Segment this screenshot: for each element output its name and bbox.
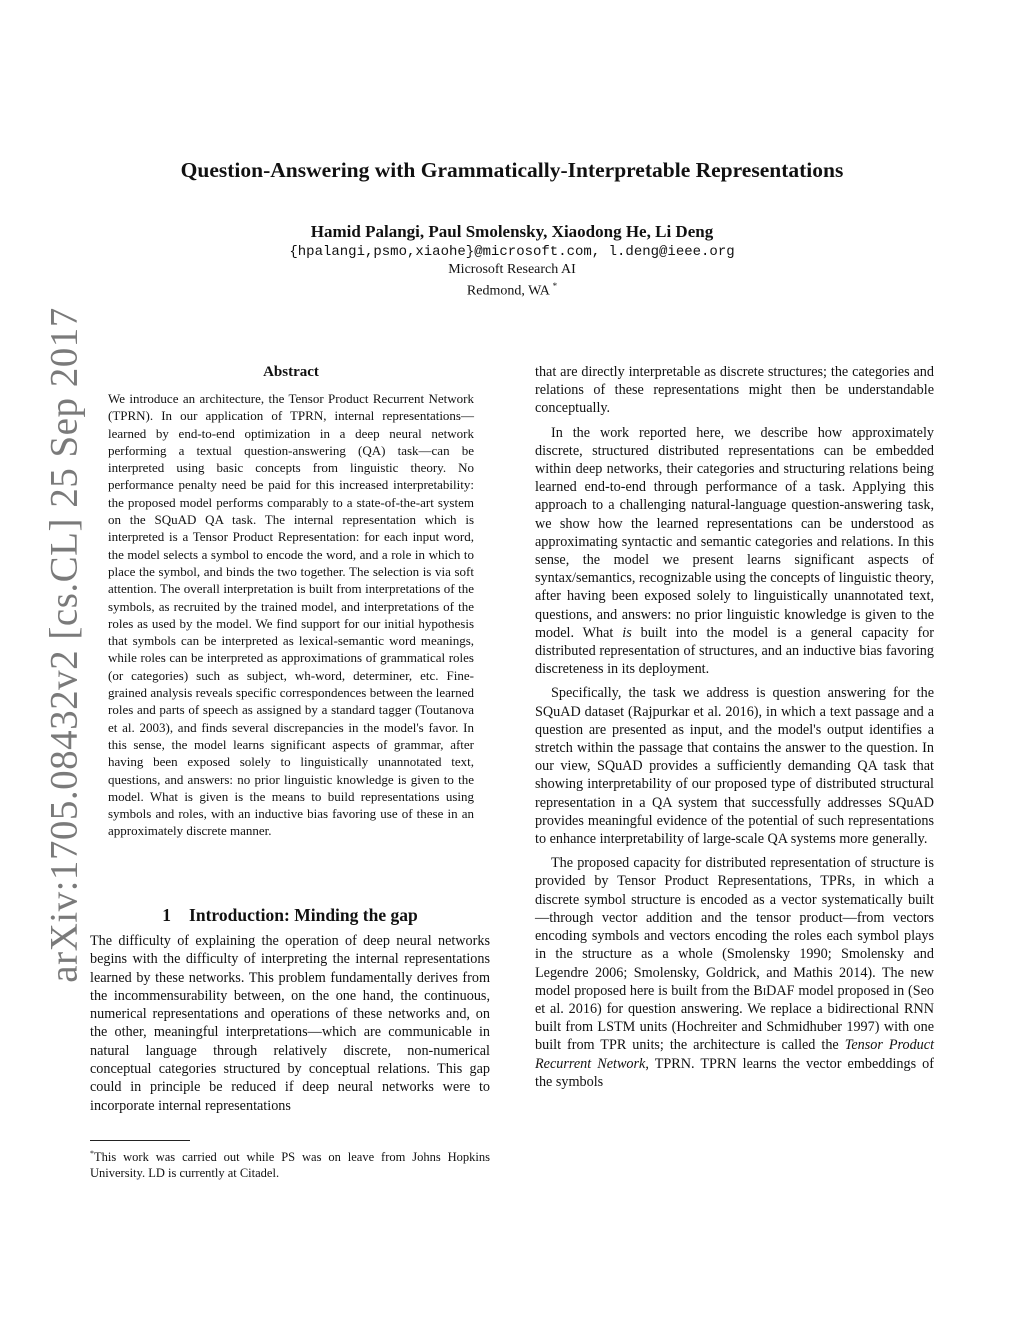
intro-paragraph-3: Specifically, the task we address is question answering for the SQuAD dataset (Rajpurkar et al. 2016), in which a text passage and a question are presented as input, and the model's output identifies a stretch within the passage that contains the answer to the question. In our view, SQuAD provides a sufficiently demanding QA task that showing interpretability of our proposed type of distributed structural representation in a QA system that successfully addresses SQuAD provides meaningful evidence of the potential of such representations to enhance interpretability of large-scale QA systems more generally. [535,685,934,848]
section-heading [90,905,490,926]
intro-paragraph-4 [535,854,934,1091]
para4-text-b: model proposed in (Seo et al. 2016) for question answering. We replace a bidirectional RNN built from LSTM units (Hochreiter and Schmidhuber 1997) with one built from TPR units; the architecture is called the [535,982,935,1054]
affiliation-location [90,281,934,300]
tprn-full-name: Tensor Product Recurrent Network [535,1037,935,1072]
paper-title: Question-Answering with Grammatically-Interpretable Representations [180,158,844,182]
introduction-section [90,905,490,1115]
abstract-block [108,364,474,840]
footnote [90,1146,490,1181]
footnote-text: This work was carried out while PS was on leave from Johns Hopkins University. LD is currently at Citadel. [90,1150,490,1181]
abstract-heading: Abstract [263,364,319,380]
affiliation-organization: Microsoft Research AI [448,262,576,277]
arxiv-identifier-stamp: arXiv:1705.08432v2 [cs.CL] 25 Sep 2017 [42,307,86,983]
author-emails[interactable]: {hpalangi,psmo,xiaohe}@microsoft.com, l.deng@ieee.org [289,244,735,260]
abstract-text: We introduce an architecture, the Tensor Product Recurrent Network (TPRN). In our application of TPRN, internal representations—learned by end-to-end optimization in a deep neural network performing a textual question-answering (QA) task—can be interpreted using basic concepts from linguistic theory. No performance penalty need be paid for this increased interpretability: the proposed model performs comparably to a state-of-the-art system on the SQuAD QA task. The internal representation which is interpreted is a Tensor Product Representation: for each input word, the model selects a symbol to encode the word, and a role in which to place the symbol, and binds the two together. The selection is via soft attention. The overall interpretation is built from interpretations of the symbols, as recruited by the trained model, and interpretations of the roles as used by the model. We find support for our initial hypothesis that symbols can be interpreted as lexical-semantic word meanings, while roles can be interpreted as approximations of grammatical roles (or categories) such as subject, wh-word, determiner, etc. Fine-grained analysis reveals specific correspondences between the learned roles and parts of speech as assigned by a standard tagger (Toutanova et al. 2003), and finds several discrepancies in the model's favor. In this sense, the model learns significant aspects of grammar, after having been exposed solely to linguistically unannotated text, questions, and answers: no prior linguistic knowledge is given to the model. What is given is the means to build representations using symbols and roles, with an inductive bias favoring use of these in an approximately discrete manner. [108,391,474,839]
author-list: Hamid Palangi, Paul Smolensky, Xiaodong He, Li Deng [310,222,714,241]
section-number: 1 [162,905,172,925]
intro-paragraph-1: The difficulty of explaining the operation of deep neural networks begins with the difficulty of interpreting the internal representations learned by these networks. This problem fundamentally derives from the incommensurability between, on the one hand, the continuous, numerical representations and operations of these networks and, on the other, meaningful interpretations—which are communicable in natural language through relatively discrete, non-numerical conceptual categories structured by conceptual relations. This gap could in principle be reduced if deep neural networks were to incorporate internal representations [90,933,490,1114]
para2-text-a: In the work reported here, we describe how approximately discrete, structured distributed representations can be embedded within deep networks, their categories and structuring relations being learned end-to-end through performance of a task. Applying this approach to a challenging natural-language question-answering task, we show how the learned representations can be understood as approximating syntactic and semantic categories and relations. In this sense, the model we present learns significant aspects of syntax/semantics, recognizable using the concepts of linguistic theory, after having been exposed solely to linguistically unannotated text, questions, and answers: no prior linguistic knowledge is given to the model. What [535,424,934,641]
intro-paragraph-2 [535,424,934,679]
intro-paragraph-1-continued: that are directly interpretable as discrete structures; the categories and relations of these representations might then be understandable conceptually. [535,364,934,417]
para4-text-c: , TPRN. TPRN learns the vector embeddings of the symbols [535,1055,934,1090]
right-column [535,363,934,1097]
location-text: Redmond, WA [466,283,550,299]
bidaf-model-name: BiDAF [753,982,795,999]
para2-emphasis: is [622,624,632,641]
location-footnote-mark[interactable]: * [552,281,558,291]
footnote-divider [90,1140,190,1141]
footnote-mark: * [90,1149,94,1158]
para4-text-a: The proposed capacity for distributed representation of structure is provided by Tensor Product Representations, TPRs, in which a discrete symbol structure is encoded as a vector systematically built—through vector addition and the tensor product—from vectors encoding symbols and vectors encoding the roles each symbol plays in the structure as a whole (Smolensky 1990; Smolensky and Legendre 2006; Smolensky, Goldrick, and Mathis 2014). The new model proposed here is built from the [535,855,934,999]
para2-text-b: built into the model is a general capacity for distributed representation of structures, and an inductive bias favoring discreteness in its deployment. [535,624,935,678]
section-title: Introduction: Minding the gap [189,905,418,925]
